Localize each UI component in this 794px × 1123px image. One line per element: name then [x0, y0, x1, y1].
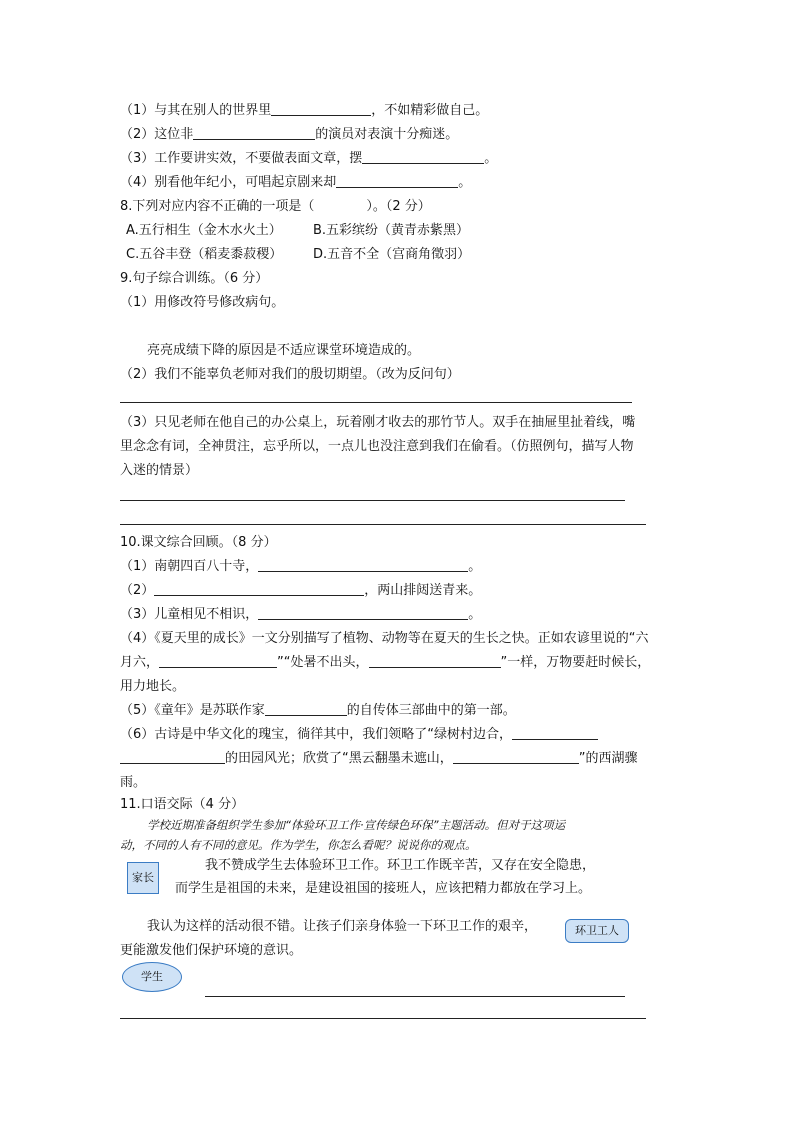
q10-s4-text-end: ”一样，万物要赶时候长， — [500, 655, 651, 670]
parent-speech-tag — [127, 862, 159, 894]
q10-s5-text: （5）《童年》是苏联作家 — [120, 703, 265, 718]
answer-blank[interactable] — [512, 726, 598, 740]
q7-s3-text-end: 。 — [484, 151, 498, 166]
answer-blank[interactable] — [159, 654, 277, 668]
q8-stem — [120, 198, 431, 216]
q9-part-3-line-1: （3）只见老师在他自己的办公桌上，玩着刚才收去的那竹节人。双手在抽屉里扯着线，嘴 — [120, 415, 636, 430]
parent-label: 家长 — [132, 871, 154, 884]
q11-intro-line-1: 学校近期准备组织学生参加“体验环卫工作·宣传绿色环保”主题活动。但对于这项运 — [147, 818, 566, 832]
q9-part-3-line-3: 入迷的情景） — [120, 463, 199, 478]
q9-part-1: （1）用修改符号修改病句。 — [120, 295, 285, 310]
q10-s5-text-end: 的自传体三部曲中的第一部。 — [346, 703, 516, 718]
answer-blank[interactable] — [193, 126, 315, 140]
q10-s3-text-end: 。 — [468, 607, 482, 622]
worker-label: 环卫工人 — [575, 924, 619, 937]
answer-blank[interactable] — [362, 150, 484, 164]
answer-line[interactable] — [120, 500, 625, 501]
q9-title: 9.句子综合训练。（6 分） — [120, 271, 269, 286]
student-speech-tag — [122, 962, 182, 992]
answer-blank[interactable] — [265, 702, 347, 716]
q10-item-4-line-2 — [120, 654, 650, 672]
q8-stem-score: ）。（2 分） — [366, 199, 431, 214]
q7-s4-text-end: 。 — [458, 175, 472, 190]
q8-option-d[interactable]: D.五音不全（宫商角徵羽） — [313, 247, 471, 262]
answer-blank[interactable] — [120, 750, 225, 764]
q7-sentence-4 — [120, 174, 471, 192]
answer-blank[interactable] — [369, 654, 501, 668]
answer-blank[interactable] — [271, 102, 371, 116]
answer-blank[interactable] — [258, 606, 468, 620]
q10-item-6-line-2 — [120, 750, 638, 768]
q10-s4-text-mid: ”“处暑不出头， — [277, 655, 369, 670]
answer-line[interactable] — [120, 524, 646, 525]
q10-s1-text-end: 。 — [468, 559, 482, 574]
q7-sentence-1 — [120, 102, 488, 120]
q8-option-c[interactable]: C.五谷丰登（稻麦黍菽稷） — [126, 247, 283, 262]
q11-title: 11.口语交际（4 分） — [120, 797, 245, 812]
q10-item-6-line-3: 雨。 — [120, 775, 147, 790]
q7-s3-text: （3）工作要讲实效，不要做表面文章，摆 — [120, 151, 363, 166]
answer-line[interactable] — [120, 1018, 646, 1019]
q10-item-4-line-1: （4）《夏天里的成长》一文分别描写了植物、动物等在夏天的生长之快。正如农谚里说的“六 — [120, 631, 649, 646]
student-label: 学生 — [141, 970, 163, 983]
q7-sentence-3 — [120, 150, 497, 168]
q8-stem-text: 8.下列对应内容不正确的一项是（ — [120, 199, 315, 214]
q10-s2-text: （2） — [120, 583, 155, 598]
answer-line[interactable] — [205, 996, 625, 997]
q10-s6-text: （6）古诗是中华文化的瑰宝，徜徉其中，我们领略了“绿树村边合， — [120, 727, 513, 742]
q9-faulty-sentence: 亮亮成绩下降的原因是不适应课堂环境造成的。 — [147, 343, 421, 358]
q8-option-a[interactable]: A.五行相生（金木水火土） — [126, 223, 282, 238]
q10-item-5 — [120, 702, 516, 720]
q10-s3-text: （3）儿童相见不相识， — [120, 607, 259, 622]
q11-intro-line-2: 动，不同的人有不同的意见。作为学生，你怎么看呢？说说你的观点。 — [120, 838, 477, 852]
q7-sentence-2 — [120, 126, 458, 144]
q10-title: 10.课文综合回顾。（8 分） — [120, 535, 277, 550]
q10-item-6-line-1 — [120, 726, 598, 744]
q9-part-3-line-2: 里念念有词，全神贯注，忘乎所以，一点儿也没注意到我们在偷看。（仿照例句，描写人物 — [120, 439, 634, 454]
worker-opinion-line-1: 我认为这样的活动很不错。让孩子们亲身体验一下环卫工作的艰辛， — [147, 919, 538, 934]
q7-s4-text: （4）别看他年纪小，可唱起京剧来却 — [120, 175, 337, 190]
q10-s2-text-end: ，两山排闼送青来。 — [364, 583, 482, 598]
q7-s1-text-end: ，不如精彩做自己。 — [371, 103, 489, 118]
q10-s6-text-end: ”的西湖骤 — [578, 751, 638, 766]
q8-option-b[interactable]: B.五彩缤纷（黄青赤紫黑） — [313, 223, 470, 238]
answer-blank[interactable] — [258, 558, 468, 572]
q10-item-2 — [120, 582, 481, 600]
answer-blank[interactable] — [154, 582, 364, 596]
q10-s6-text-mid: 的田园风光；欣赏了“黑云翻墨未遮山， — [225, 751, 453, 766]
worker-speech-tag — [565, 919, 629, 943]
q10-s1-text: （1）南朝四百八十寺， — [120, 559, 259, 574]
q9-part-2: （2）我们不能辜负老师对我们的殷切期望。（改为反问句） — [120, 367, 460, 382]
parent-opinion-line-1: 我不赞成学生去体验环卫工作。环卫工作既辛苦，又存在安全隐患， — [205, 858, 596, 873]
q10-item-3 — [120, 606, 481, 624]
q7-s2-text-end: 的演员对表演十分痴迷。 — [315, 127, 459, 142]
answer-line[interactable] — [120, 402, 632, 403]
answer-blank[interactable] — [336, 174, 458, 188]
q10-item-1 — [120, 558, 481, 576]
parent-opinion-line-2: 而学生是祖国的未来，是建设祖国的接班人，应该把精力都放在学习上。 — [175, 881, 592, 896]
q7-s2-text: （2）这位非 — [120, 127, 194, 142]
q7-s1-text: （1）与其在别人的世界里 — [120, 103, 272, 118]
worker-opinion-line-2: 更能激发他们保护环境的意识。 — [120, 943, 303, 958]
q10-item-4-line-3: 用力地长。 — [120, 679, 186, 694]
answer-blank[interactable] — [453, 750, 579, 764]
q10-s4-text: 月六， — [120, 655, 160, 670]
